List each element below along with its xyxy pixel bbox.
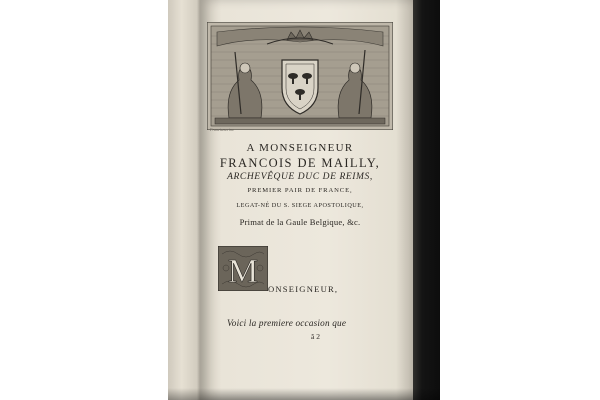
drop-cap-ornament xyxy=(218,246,268,291)
drop-cap-letter: M xyxy=(227,253,259,290)
body-text-line: Voici la premiere occasion que xyxy=(227,318,347,328)
dedication-line-6: Primat de la Gaule Belgique, &c. xyxy=(239,217,361,227)
engraving-credit: Franciscus inv. xyxy=(210,127,235,132)
signature-mark: ã 2 xyxy=(311,332,320,341)
salutation: ONSEIGNEUR, xyxy=(268,284,339,294)
dedication-line-2: FRANCOIS DE MAILLY, xyxy=(219,156,381,170)
dedication-line-3: ARCHEVÊQUE DUC DE REIMS, xyxy=(227,172,373,182)
dedication-line-5: LEGAT-NÉ DU S. SIEGE APOSTOLIQUE, xyxy=(236,202,364,209)
dedication-line-4: PREMIER PAIR DE FRANCE, xyxy=(247,187,353,194)
left-page-edge xyxy=(168,0,202,400)
book-cover-edge xyxy=(410,0,440,400)
dedication-line-1: A MONSEIGNEUR xyxy=(246,142,354,154)
bottom-shadow xyxy=(168,388,440,400)
coat-of-arms-engraving xyxy=(207,22,393,130)
